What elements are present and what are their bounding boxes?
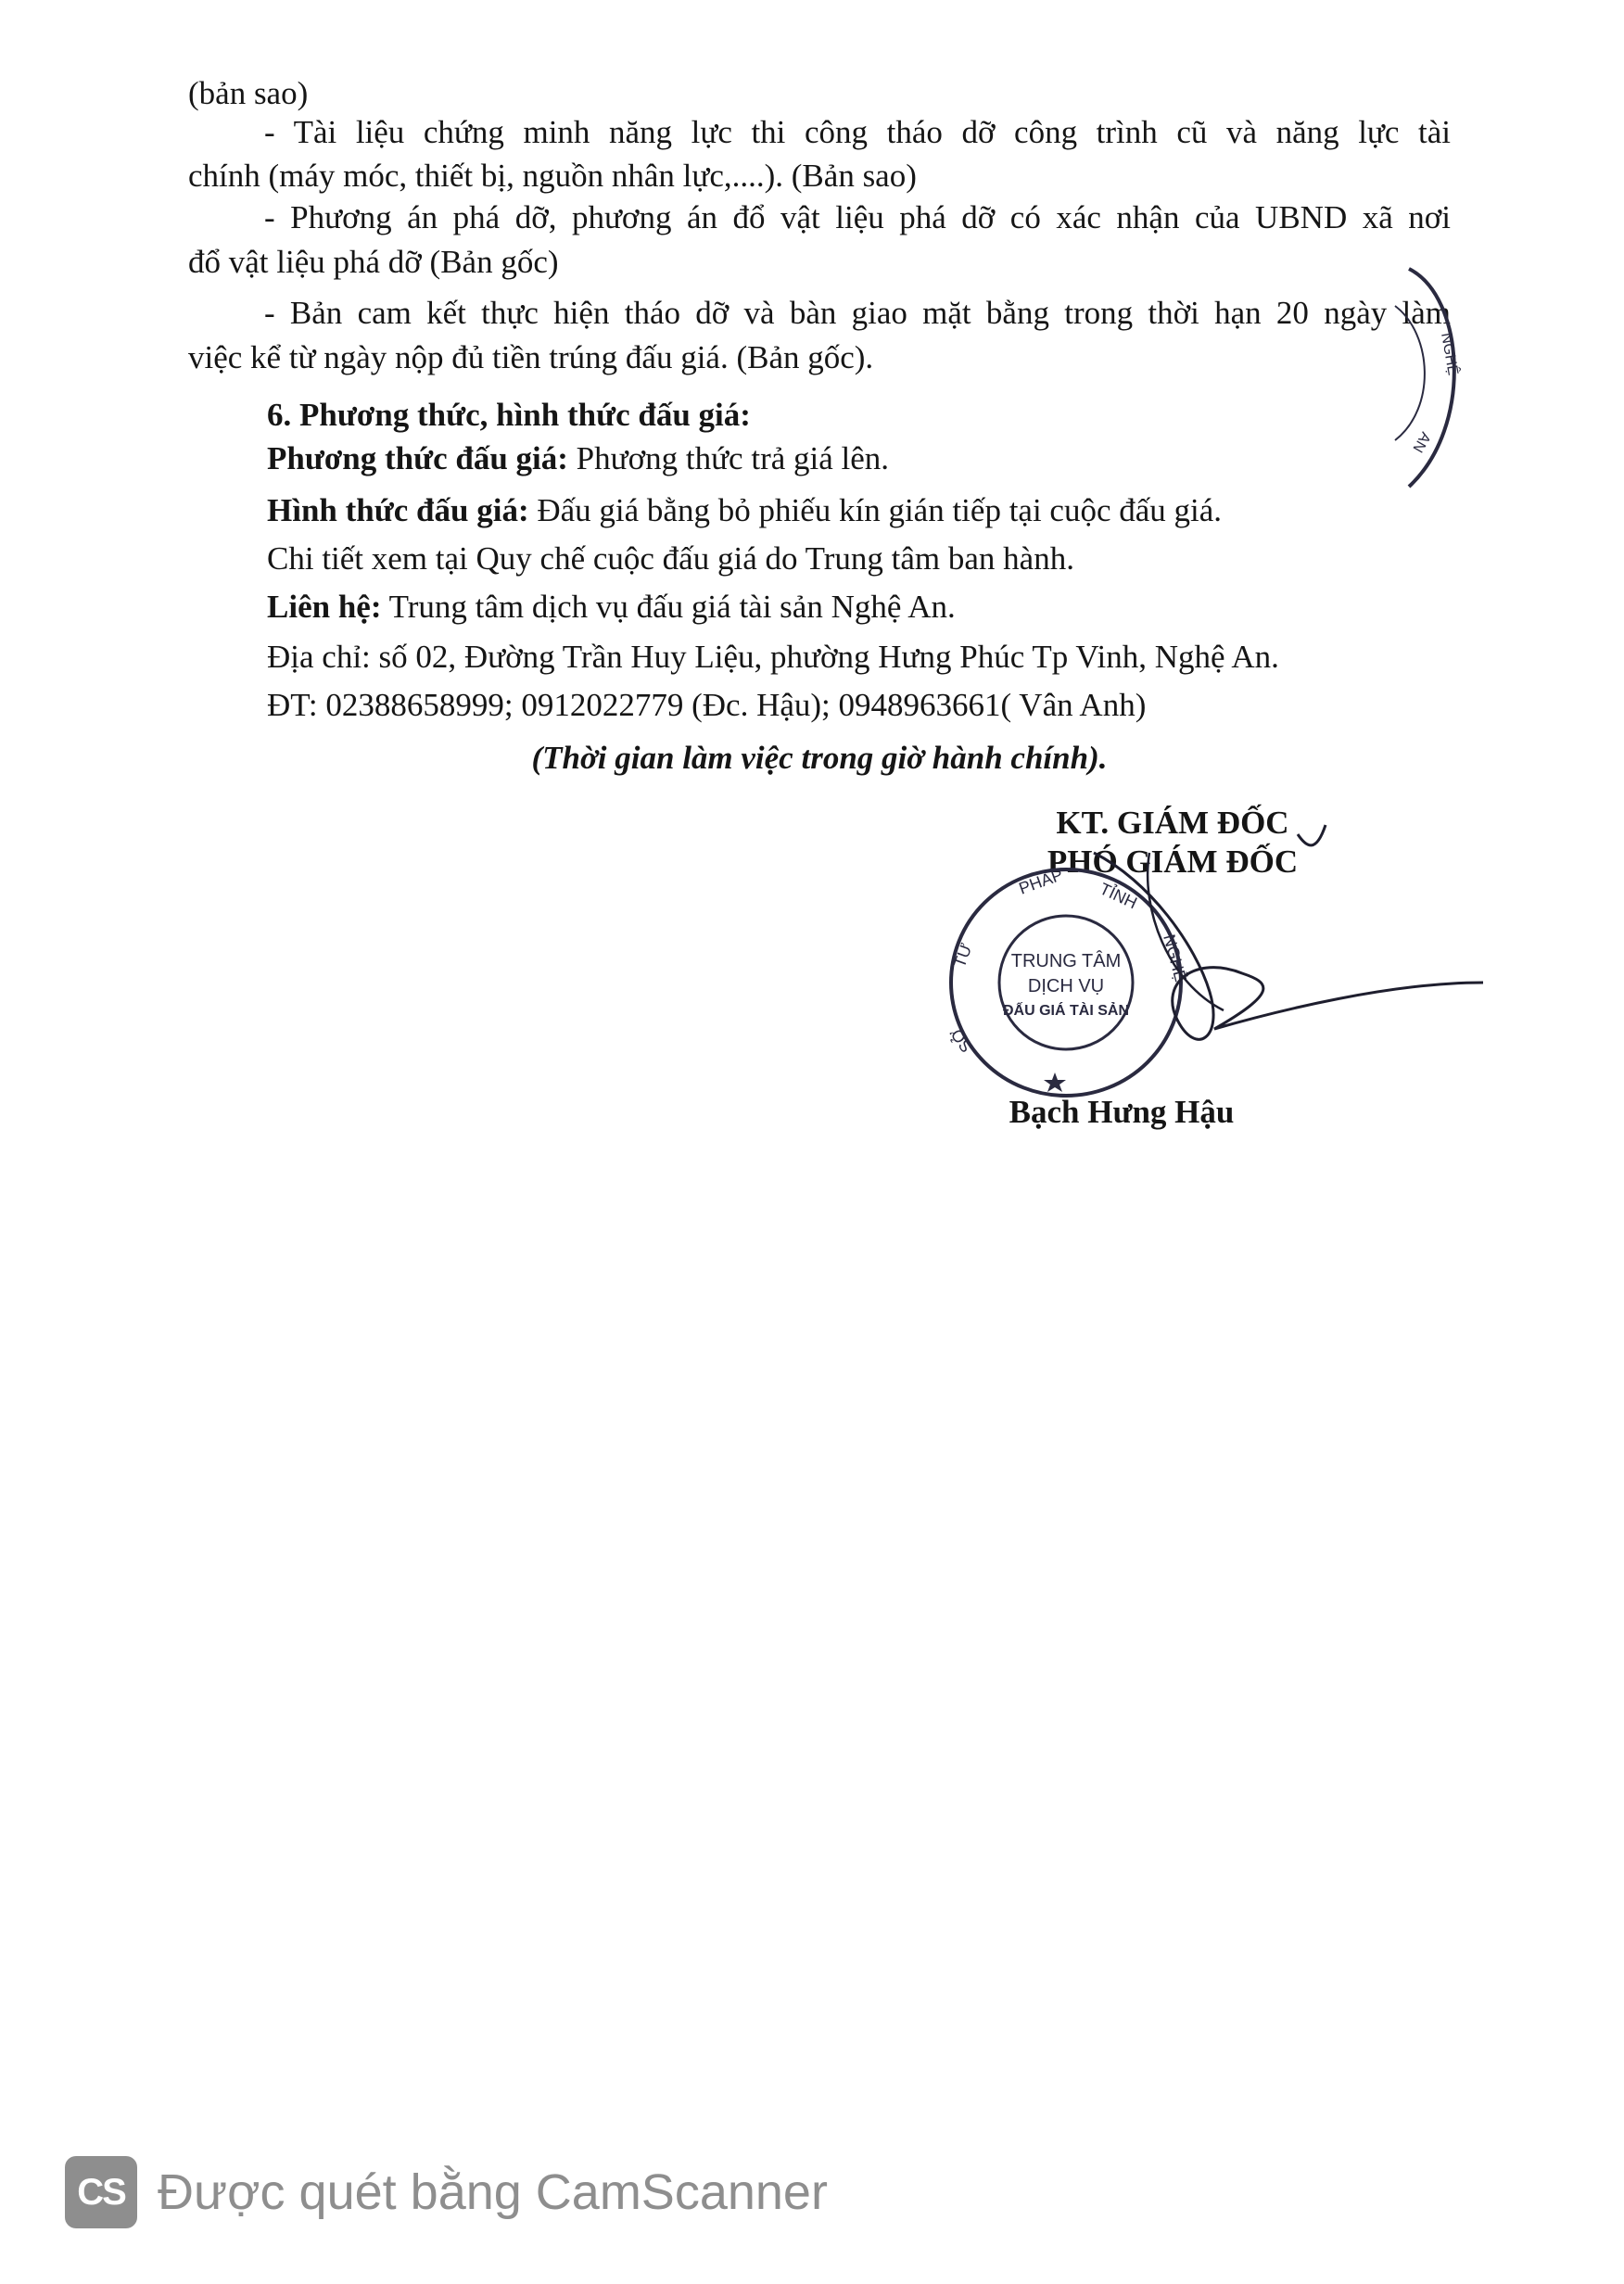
auction-method-label: Phương thức đấu giá: [267,440,568,476]
contact-value: Trung tâm dịch vụ đấu giá tài sản Nghệ An. [381,589,956,625]
section-6-heading: 6. Phương thức, hình thức đấu giá: [267,397,751,433]
svg-text:AN: AN [1409,429,1434,455]
svg-text:SỞ: SỞ [946,1024,977,1057]
working-hours-note: (Thời gian làm việc trong giờ hành chính). [531,740,1108,776]
contact-line [267,586,1451,628]
address-line: Địa chỉ: số 02, Đường Trần Huy Liệu, phường Hưng Phúc Tp Vinh, Nghệ An. [267,639,1279,675]
text-line-6: - Bản cam kết thực hiện tháo dỡ và bàn giao mặt bằng trong thời hạn 20 ngày làm [264,295,1451,331]
signer-name: Bạch Hưng Hậu [1009,1094,1235,1130]
camscanner-watermark [65,2155,828,2229]
phone-line: ĐT: 02388658999; 0912022779 (Đc. Hậu); 0948963661( Vân Anh) [267,687,1147,723]
seal-line-3: ĐẤU GIÁ TÀI SẢN [1003,1003,1129,1019]
svg-text:NGHỆ: NGHỆ [1160,932,1190,984]
signature-title-1: KT. GIÁM ĐỐC [1056,805,1289,841]
text-line-2: - Tài liệu chứng minh năng lực thi công tháo dỡ công trình cũ và năng lực tài [264,114,1451,150]
auction-form-label: Hình thức đấu giá: [267,492,529,528]
auction-form-value: Đấu giá bằng bỏ phiếu kín gián tiếp tại cuộc đấu giá. [528,492,1223,528]
camscanner-text: Được quét bằng CamScanner [158,2164,828,2220]
text-line-5: đổ vật liệu phá dỡ (Bản gốc) [188,244,559,280]
text-line-4: - Phương án phá dỡ, phương án đổ vật liệu phá dỡ có xác nhận của UBND xã nơi [264,199,1451,235]
auction-method-value: Phương thức trả giá lên. [567,440,890,476]
edge-stamp [1390,260,1474,501]
auction-form [267,489,1451,532]
text-line-3: chính (máy móc, thiết bị, nguồn nhân lực,....). (Bản sao) [188,158,917,194]
svg-text:TƯ: TƯ [949,940,976,971]
seal-line-1: TRUNG TÂM [1010,951,1122,971]
svg-text:PHÁP: PHÁP [1016,865,1066,898]
text-line-7: việc kể từ ngày nộp đủ tiền trúng đấu giá. (Bản gốc). [188,339,874,375]
handwritten-signature [1001,797,1502,1103]
text-line-1: (bản sao) [188,75,309,111]
seal-line-2: DỊCH VỤ [1027,976,1105,996]
auction-method [267,438,1451,480]
svg-text:NGHỆ: NGHỆ [1438,331,1461,377]
svg-text:TỈNH: TỈNH [1097,879,1140,913]
signature-title-2: PHÓ GIÁM ĐỐC [1047,844,1299,880]
detail-line: Chi tiết xem tại Quy chế cuộc đấu giá do Trung tâm ban hành. [267,540,1074,577]
contact-label: Liên hệ: [267,589,382,625]
camscanner-logo-icon: CS [65,2156,137,2228]
